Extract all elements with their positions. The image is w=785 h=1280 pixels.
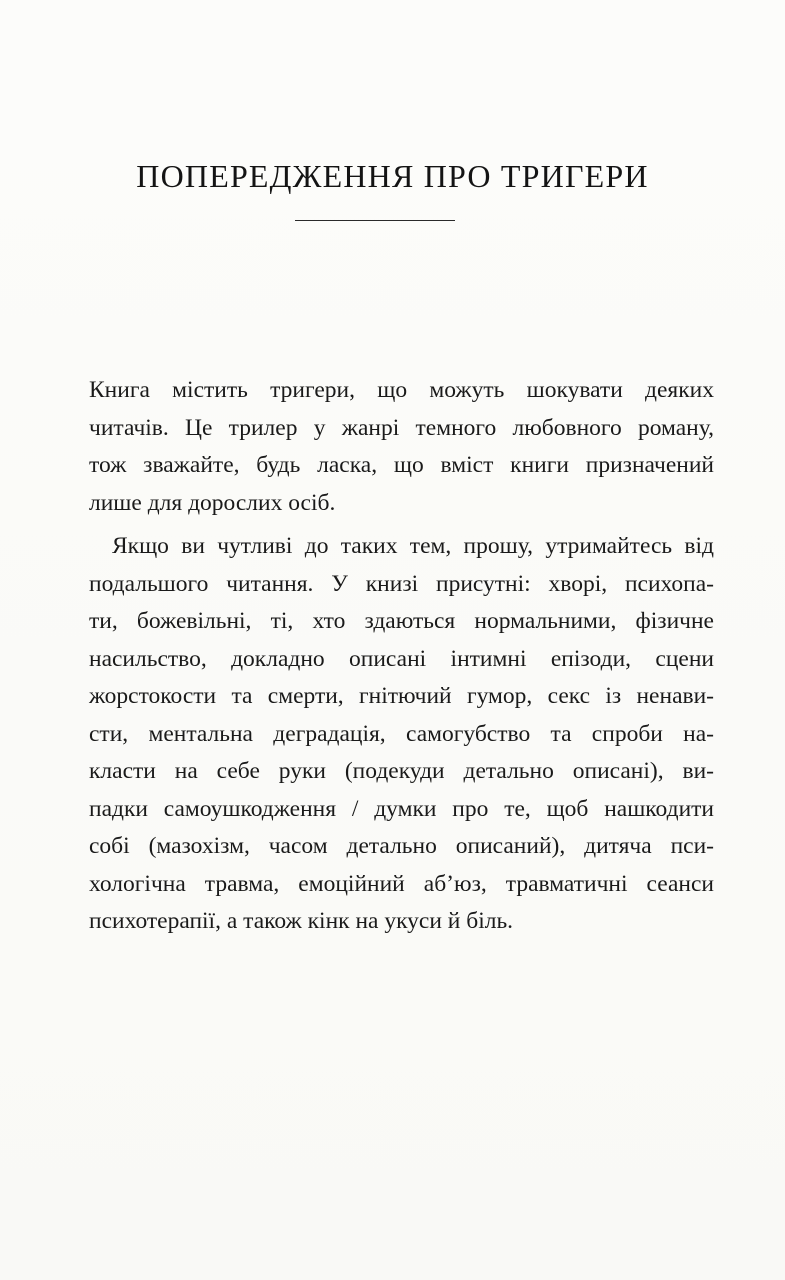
page-title: ПОПЕРЕДЖЕННЯ ПРО ТРИГЕРИ (136, 158, 649, 194)
paragraph-2 (89, 528, 714, 941)
text-line: класти на себе руки (подекуди детально описані), ви- (89, 758, 714, 784)
text-line: тож зважайте, будь ласка, що вміст книги призначений (89, 452, 714, 478)
text-line: Якщо ви чутливі до таких тем, прошу, утримайтесь від (112, 533, 714, 559)
text-line: падки самоушкодження / думки про те, щоб нашкодити (89, 795, 714, 822)
text-line: хологічна травма, емоційний аб’юз, травматичні сеанси (89, 870, 714, 897)
paragraph-1 (89, 372, 714, 522)
title-divider (295, 220, 455, 221)
text-line: собі (мазохізм, часом детально описаний), дитяча пси- (89, 833, 714, 859)
text-line: ти, божевільні, ті, хто здаються нормальними, фізичне (89, 608, 714, 634)
text-line: подальшого читання. У книзі присутні: хворі, психопа- (89, 570, 714, 597)
text-line: жорстокости та смерти, гнітючий гумор, секс із ненави- (89, 683, 714, 709)
text-line: Книга містить тригери, що можуть шокувати деяких (89, 377, 714, 403)
text-line: насильство, докладно описані інтимні епізоди, сцени (89, 645, 714, 672)
text-line: лише для дорослих осіб. (89, 489, 336, 516)
text-line: психотерапії, а також кінк на укуси й біль. (89, 908, 514, 934)
text-line: сти, ментальна деградація, самогубство та спроби на- (89, 720, 714, 747)
warning-text (89, 372, 714, 941)
text-line: читачів. Це трилер у жанрі темного любовного роману, (89, 414, 714, 441)
